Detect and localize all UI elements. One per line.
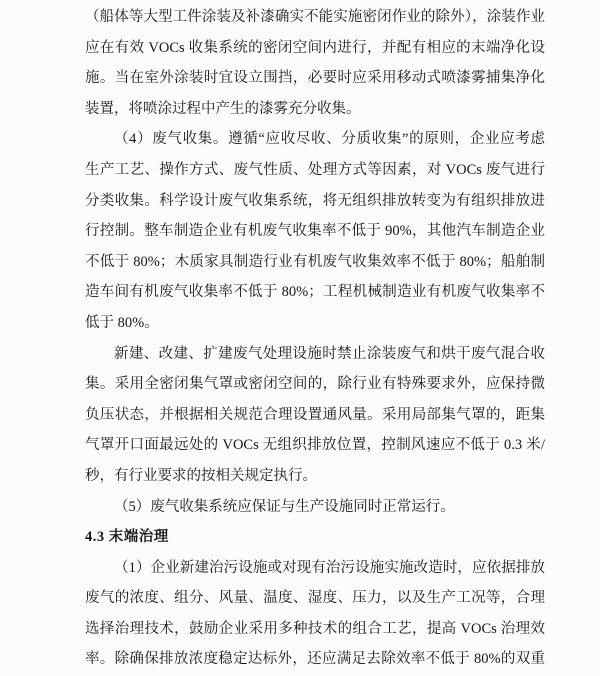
text-line: 秒，有行业要求的按相关规定执行。 bbox=[85, 467, 317, 484]
text-line: 负压状态，并根据相关规范合理设置通风量。采用局部集气罩的，距集 bbox=[85, 406, 545, 423]
paragraph bbox=[85, 553, 545, 675]
text-line: 生产工艺、操作方式、废气性质、处理方式等因素，对 VOCs 废气进行 bbox=[85, 161, 545, 178]
text-line: 选择治理技术，鼓励企业采用多种技术的组合工艺，提高 VOCs 治理效 bbox=[85, 620, 545, 637]
paragraph bbox=[85, 492, 545, 523]
text-line: 分类收集。科学设计废气收集系统，将无组织排放转变为有组织排放进 bbox=[85, 192, 545, 209]
paragraph bbox=[85, 2, 545, 124]
text-line: 造车间有机废气收集率不低于 80%；工程机械制造业有机废气收集率不 bbox=[85, 284, 545, 301]
text-line: 率。除确保排放浓度稳定达标外，还应满足去除效率不低于 80%的双重 bbox=[85, 651, 545, 668]
paragraph bbox=[85, 124, 545, 338]
text-line: 低于 80%。 bbox=[85, 314, 159, 331]
paragraph bbox=[85, 339, 545, 492]
text-line: 应在有效 VOCs 收集系统的密闭空间内进行，并配有相应的末端净化设 bbox=[85, 39, 545, 56]
text-line: 装置，将喷涂过程中产生的漆雾充分收集。 bbox=[85, 100, 361, 117]
text-line: （船体等大型工件涂装及补漆确实不能实施密闭作业的除外），涂装作业 bbox=[85, 9, 545, 25]
text-line: （1）企业新建治污设施或对现有治污设施实施改造时，应依据排放 bbox=[114, 559, 545, 576]
text-line: 气罩开口面最远处的 VOCs 无组织排放位置，控制风速应不低于 0.3 米/ bbox=[85, 437, 545, 454]
section-heading bbox=[85, 522, 545, 553]
text-line: （4）废气收集。遵循“应收尽收、分质收集”的原则，企业应考虑 bbox=[114, 131, 545, 148]
text-line: 施。当在室外涂装时宜设立围挡，必要时应采用移动式喷漆雾捕集净化 bbox=[85, 70, 545, 87]
text-line: 废气的浓度、组分、风量、温度、湿度、压力，以及生产工况等，合理 bbox=[85, 590, 545, 607]
text-line: 集。采用全密闭集气罩或密闭空间的，除行业有特殊要求外，应保持微 bbox=[85, 376, 545, 393]
text-line: 新建、改建、扩建废气处理设施时禁止涂装废气和烘干废气混合收 bbox=[114, 345, 545, 362]
text-line: 行控制。整车制造企业有机废气收集率不低于 90%，其他汽车制造企业 bbox=[85, 223, 545, 240]
text-line: （5）废气收集系统应保证与生产设施同时正常运行。 bbox=[114, 498, 455, 515]
text-line: 4.3 末端治理 bbox=[85, 529, 169, 546]
text-line: 不低于 80%；木质家具制造行业有机废气收集效率不低于 80%；船舶制 bbox=[85, 253, 545, 270]
